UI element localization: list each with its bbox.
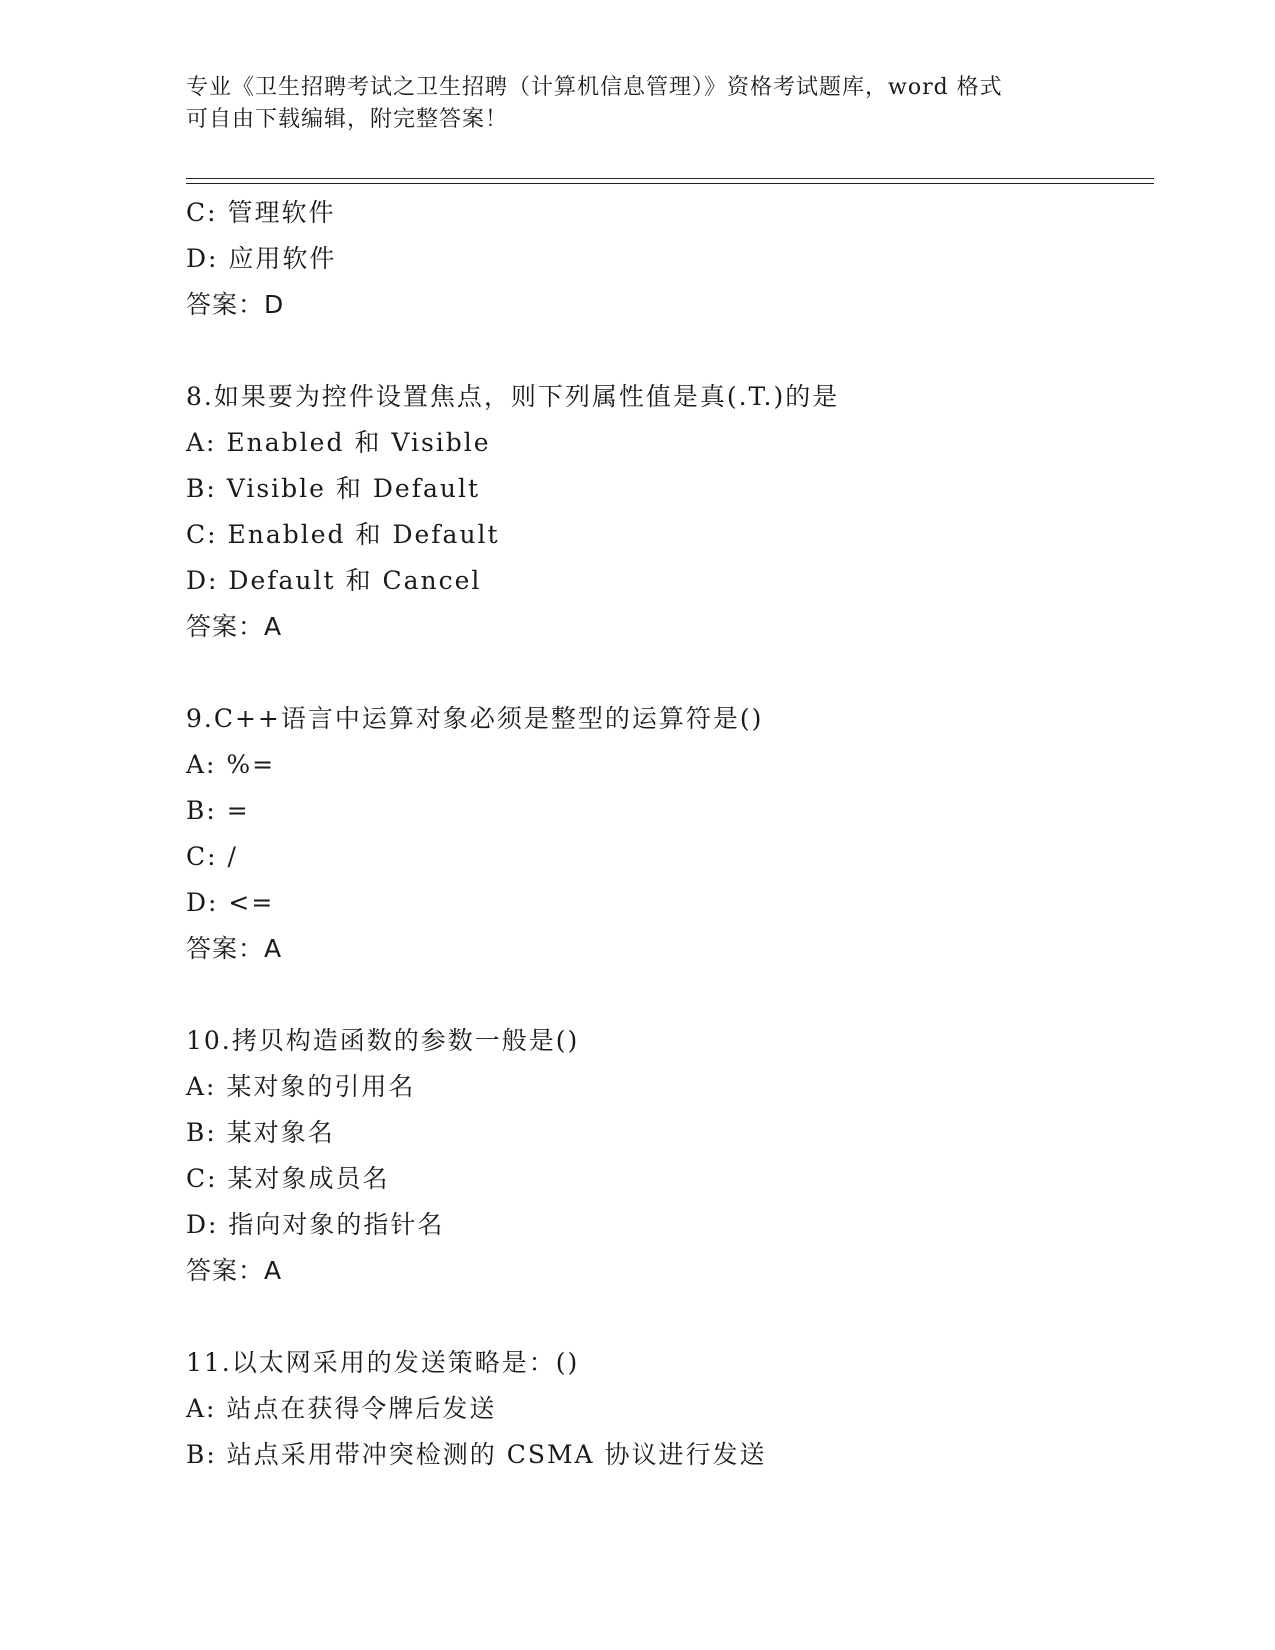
option-a: A: 某对象的引用名 xyxy=(186,1072,416,1101)
question-block-10 xyxy=(186,1018,1154,1294)
option-c: C: 管理软件 xyxy=(186,198,336,227)
option-d: D: Default 和 Cancel xyxy=(186,566,482,595)
option-d: D: 应用软件 xyxy=(186,244,337,273)
question-block-11 xyxy=(186,1340,1154,1478)
option-b: B: 某对象名 xyxy=(186,1118,335,1147)
option-a: A: 站点在获得令牌后发送 xyxy=(186,1394,497,1423)
question-stem: 11.以太网采用的发送策略是：() xyxy=(186,1348,580,1377)
option-c: C: / xyxy=(186,842,238,871)
question-block-8 xyxy=(186,374,1154,650)
option-d: D: 指向对象的指针名 xyxy=(186,1210,445,1239)
option-d: D: <= xyxy=(186,888,275,917)
spacer xyxy=(186,650,1154,696)
question-block-9 xyxy=(186,696,1154,972)
header-divider-bottom xyxy=(186,183,1154,184)
option-c: C: Enabled 和 Default xyxy=(186,520,500,549)
option-c: C: 某对象成员名 xyxy=(186,1164,390,1193)
question-list xyxy=(186,190,1154,1478)
question-stem: 9.C++语言中运算对象必须是整型的运算符是() xyxy=(186,704,764,733)
spacer xyxy=(186,972,1154,1018)
option-b: B: Visible 和 Default xyxy=(186,474,481,503)
answer-text: 答案：A xyxy=(186,1256,283,1285)
document-header xyxy=(186,72,1086,136)
header-divider-top xyxy=(186,178,1154,179)
option-b: B: 站点采用带冲突检测的 CSMA 协议进行发送 xyxy=(186,1440,767,1469)
option-b: B: = xyxy=(186,796,250,825)
option-a: A: Enabled 和 Visible xyxy=(186,428,491,457)
question-stem: 8.如果要为控件设置焦点，则下列属性值是真(.T.)的是 xyxy=(186,382,840,411)
header-line-2: 可自由下载编辑，附完整答案！ xyxy=(186,107,509,132)
answer-text: 答案：A xyxy=(186,612,283,641)
option-a: A: %= xyxy=(186,750,276,779)
question-stem: 10.拷贝构造函数的参数一般是() xyxy=(186,1026,580,1055)
answer-text: 答案：A xyxy=(186,934,283,963)
header-line-1: 专业《卫生招聘考试之卫生招聘（计算机信息管理）》资格考试题库，word 格式 xyxy=(186,75,1003,100)
answer-text: 答案：D xyxy=(186,290,285,319)
spacer xyxy=(186,1294,1154,1340)
spacer xyxy=(186,328,1154,374)
question-block-7 xyxy=(186,190,1154,328)
